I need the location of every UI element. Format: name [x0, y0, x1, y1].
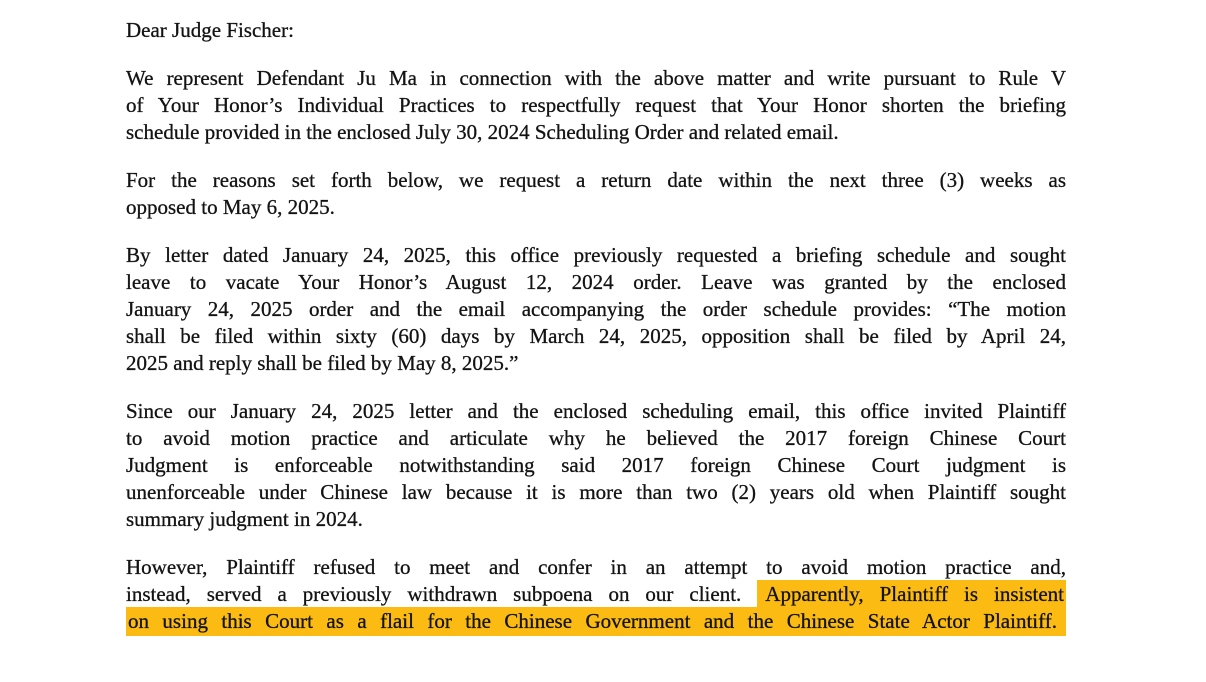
paragraph-5-line-3 — [126, 608, 1066, 635]
paragraph-4-line-5: summary judgment in 2024. — [126, 507, 363, 531]
highlighted-text-end: on using this Court as a flail for the Chinese Government and the Chinese State Actor Plaintiff. — [126, 607, 1066, 636]
paragraph-4-line-1: Since our January 24, 2025 letter and the enclosed scheduling email, this office invited Plaintiff — [126, 399, 1066, 423]
paragraph-1 — [126, 65, 1066, 146]
paragraph-3-line-5: 2025 and reply shall be filed by May 8, 2025.” — [126, 351, 519, 375]
paragraph-4 — [126, 398, 1066, 533]
paragraph-4-line-2: to avoid motion practice and articulate why he believed the 2017 foreign Chinese Court — [126, 426, 1066, 450]
paragraph-3-line-1: By letter dated January 24, 2025, this office previously requested a briefing schedule and sought — [126, 243, 1066, 267]
paragraph-4-line-4: unenforceable under Chinese law because it is more than two (2) years old when Plaintiff sought — [126, 480, 1066, 504]
paragraph-2-line-2: opposed to May 6, 2025. — [126, 195, 335, 219]
paragraph-3 — [126, 242, 1066, 377]
salutation-block — [126, 17, 1066, 44]
paragraph-5-line-1: However, Plaintiff refused to meet and confer in an attempt to avoid motion practice and, — [126, 555, 1066, 579]
paragraph-3-line-2: leave to vacate Your Honor’s August 12, 2024 order. Leave was granted by the enclosed — [126, 270, 1066, 294]
paragraph-2 — [126, 167, 1066, 221]
paragraph-4-line-3: Judgment is enforceable notwithstanding said 2017 foreign Chinese Court judgment is — [126, 453, 1066, 477]
paragraph-3-line-3: January 24, 2025 order and the email accompanying the order schedule provides: “The motion — [126, 297, 1066, 321]
paragraph-1-line-3: schedule provided in the enclosed July 30, 2024 Scheduling Order and related email. — [126, 120, 839, 144]
paragraph-3-line-4: shall be filed within sixty (60) days by March 24, 2025, opposition shall be filed by April 24, — [126, 324, 1066, 348]
paragraph-1-line-2: of Your Honor’s Individual Practices to respectfully request that Your Honor shorten the briefing — [126, 93, 1066, 117]
highlighted-text-start: Apparently, Plaintiff is insistent — [757, 580, 1066, 609]
paragraph-2-line-1: For the reasons set forth below, we request a return date within the next three (3) weeks as — [126, 168, 1066, 192]
paragraph-5 — [126, 554, 1066, 635]
paragraph-1-line-1: We represent Defendant Ju Ma in connection with the above matter and write pursuant to Rule V — [126, 66, 1066, 90]
paragraph-5-line-2 — [126, 581, 1066, 608]
letter-document — [126, 17, 1066, 656]
salutation: Dear Judge Fischer: — [126, 18, 294, 42]
paragraph-5-line-2-plain-text: instead, served a previously withdrawn subpoena on our client. — [126, 582, 742, 606]
